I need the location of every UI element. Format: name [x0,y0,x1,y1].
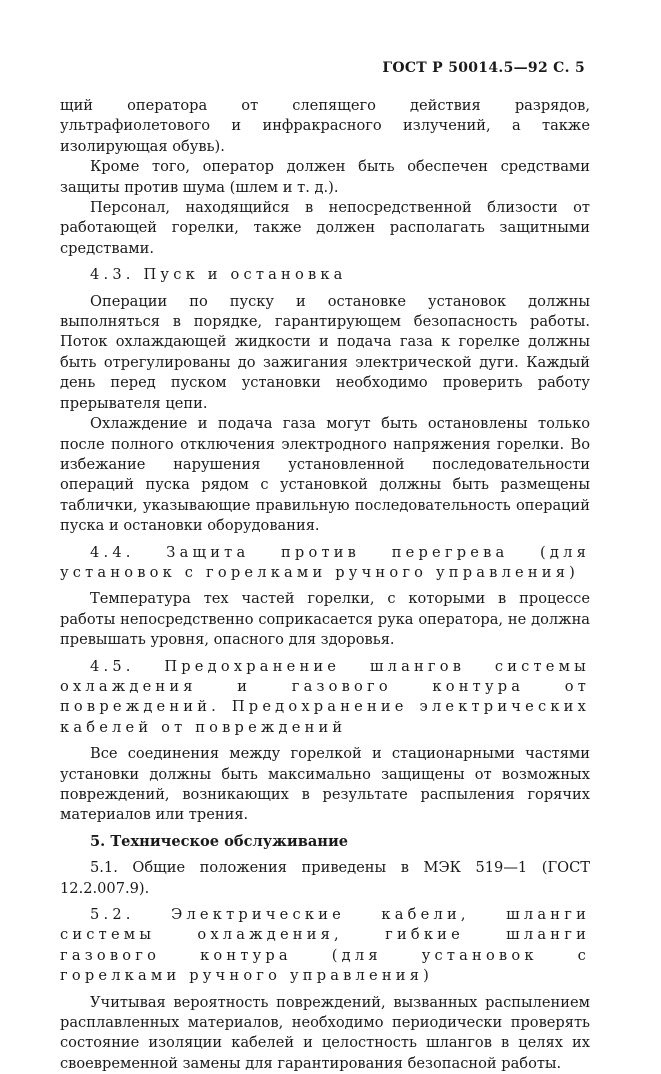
paragraph-general-provisions: 5.1. Общие положения приведены в МЭК 519—1 (ГОСТ 12.2.007.9). [60,859,590,897]
section-heading-4-4: 4.4. Защита против перегрева (для установок с горелками ручного управления) [60,543,590,581]
paragraph-connections: Все соединения между горелкой и стационарными частями установки должны быть максимально защищены от возможных повреждений, возникающих в результате распыления горячих материалов или трения. [60,745,590,824]
page-header: ГОСТ Р 50014.5—92 С. 5 [382,60,585,76]
paragraph-eye-protection-cont: щий оператора от слепящего действия разрядов, ультрафиолетового и инфракрасного излучений, а также изолирующая обувь). [60,97,590,155]
paragraph-temperature: Температура тех частей горелки, с которыми в процессе работы непосредственно соприкасается рука оператора, не должна превышать уровня, опасного для здоровья. [60,590,590,649]
paragraph-inspection: Учитывая вероятность повреждений, вызванных распылением расплавленных материалов, необходимо периодически проверять состояние изоляции кабелей и целостность шлангов в целях их своевременной замены для гарантирования безопасной работы. [60,993,590,1072]
paragraph-noise-protection: Кроме того, оператор должен быть обеспечен средствами защиты против шума (шлем и т. д.). [60,158,590,196]
section-heading-5: 5. Техническое обслуживание [90,832,349,850]
section-heading-5-2: 5.2. Электрические кабели, шланги системы охлаждения, гибкие шланги газового контура (для установок с горелками ручного управления) [60,906,590,985]
paragraph-shutdown: Охлаждение и подача газа могут быть остановлены только после полного отключения электродного напряжения горелки. Во избежание нарушения установленной последовательности операций пуска рядом с установкой должны быть размещены таблички, указывающие правильную последовательность операций пуска и остановки оборудования. [60,415,590,535]
paragraph-startup: Операции по пуску и остановке установок должны выполняться в порядке, гарантирующем безопасность работы. Поток охлаждающей жидкости и подача газа к горелке должны быть отрегулированы до зажигания электрической дуги. Каждый день перед пуском установки необходимо проверить работу прерывателя цепи. [60,292,590,412]
paragraph-personnel: Персонал, находящийся в непосредственной близости от работающей горелки, также должен располагать защитными средствами. [60,199,590,257]
document-body [60,96,590,1074]
section-heading-4-3: 4.3. Пуск и остановка [90,266,347,284]
section-heading-4-5: 4.5. Предохранение шлангов системы охлаждения и газового контура от повреждений. Предохранение электрических кабелей от повреждений [60,657,590,736]
